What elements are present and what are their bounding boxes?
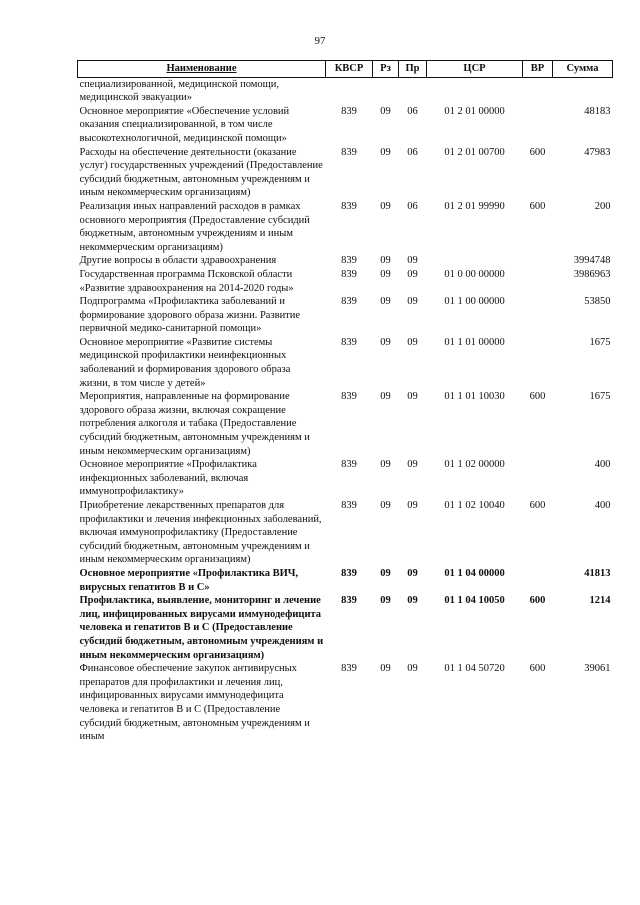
row-kvsr: 839: [341, 500, 357, 511]
table-row: [78, 567, 613, 594]
row-vr: [523, 105, 553, 146]
row-sum: 3986963: [573, 268, 611, 280]
row-pr: 09: [407, 268, 418, 280]
table-row: [78, 200, 613, 254]
row-name: Мероприятия, направленные на формирование здорового образа жизни, включая сокращение потребления алкоголя и табака (Предоставление субсидий бюджетным, автономным учреждениям и иным некоммерческим организациям): [79, 391, 310, 457]
row-name: Подпрограмма «Профилактика заболеваний и формирование здорового образа жизни. Развитие первичной медико-санитарной помощи»: [79, 296, 301, 335]
row-rz: 09: [380, 200, 391, 212]
row-kvsr: 839: [341, 146, 357, 158]
row-kvsr: 839: [341, 567, 357, 579]
row-rz: 09: [380, 500, 391, 511]
table-row: [78, 662, 613, 744]
row-kvsr: 839: [341, 663, 357, 675]
row-rz: 09: [380, 146, 391, 158]
row-kvsr: 839: [341, 296, 357, 308]
row-pr: 09: [407, 663, 418, 675]
row-kvsr: 839: [341, 268, 357, 280]
row-pr: 09: [407, 391, 418, 403]
row-name: Основное мероприятие «Профилактика ВИЧ, вирусных гепатитов В и С»: [79, 567, 299, 593]
row-pr: 09: [407, 296, 418, 308]
header-sum: Сумма: [553, 61, 613, 78]
header-vr: ВР: [523, 61, 553, 78]
row-pr: 09: [407, 595, 418, 607]
row-kvsr: 839: [341, 200, 357, 212]
row-csr: 01 2 01 99990: [444, 200, 505, 212]
row-rz: 09: [380, 268, 391, 280]
table-row: [78, 499, 613, 567]
row-csr: 01 2 01 00000: [444, 105, 505, 117]
row-kvsr: 839: [341, 595, 357, 607]
row-csr: 01 1 04 10050: [444, 595, 505, 607]
row-kvsr: 839: [341, 391, 357, 403]
row-name: Расходы на обеспечение деятельности (оказание услуг) государственных учреждений (Предоставление субсидий бюджетным, автономным учреждениям и иным некоммерческим организациям): [79, 146, 323, 199]
table-row: [78, 458, 613, 499]
row-sum: 53850: [584, 296, 611, 308]
row-sum: 400: [594, 459, 611, 471]
row-sum: 1675: [589, 391, 611, 403]
row-vr: 600: [529, 500, 546, 511]
row-rz: 09: [380, 255, 391, 267]
row-rz: 09: [380, 336, 391, 348]
row-rz: 09: [380, 595, 391, 607]
table-row: [78, 295, 613, 336]
header-kvsr: КВСР: [326, 61, 373, 78]
row-name: Профилактика, выявление, мониторинг и лечение лиц, инфицированных вирусами иммунодефицита человека и гепатитов В и С (Предоставление субсидий бюджетным, автономным учреждениям и иным некоммерческим организациям): [79, 595, 324, 661]
row-sum: 1675: [589, 336, 611, 348]
row-pr: 09: [407, 567, 418, 579]
row-csr: 01 1 04 00000: [444, 567, 505, 579]
table-row: [78, 105, 613, 146]
row-sum: [553, 77, 613, 105]
row-csr: 01 1 01 10030: [444, 391, 505, 403]
row-rz: [373, 77, 399, 105]
row-csr: [427, 77, 523, 105]
row-csr: [427, 254, 523, 268]
header-pr: Пр: [399, 61, 427, 78]
row-csr: 01 1 01 00000: [444, 336, 505, 348]
row-csr: 01 1 04 50720: [444, 663, 505, 675]
row-sum: 47983: [584, 146, 611, 158]
row-vr: 600: [529, 146, 546, 158]
row-vr: 600: [529, 595, 546, 607]
table-row: [78, 268, 613, 295]
row-name: Реализация иных направлений расходов в рамках основного мероприятия (Предоставление субсидий бюджетным, автономным учреждениям и иным некоммерческим организациям): [79, 200, 310, 253]
row-rz: 09: [380, 459, 391, 471]
row-name: Государственная программа Псковской области «Развитие здравоохранения на 2014-2020 годы»: [79, 268, 294, 294]
row-csr: 01 1 00 00000: [444, 296, 505, 308]
table-row: [78, 254, 613, 268]
row-csr: 01 1 02 10040: [444, 500, 505, 511]
row-pr: 06: [407, 105, 418, 117]
table-header: [78, 61, 613, 78]
row-rz: 09: [380, 296, 391, 308]
row-vr: [523, 458, 553, 499]
row-sum: 3994748: [573, 255, 611, 267]
row-name: специализированной, медицинской помощи, медицинской эвакуации»: [79, 78, 279, 104]
row-kvsr: 839: [341, 255, 357, 267]
row-kvsr: 839: [341, 105, 357, 117]
table-row: [78, 146, 613, 200]
row-vr: [523, 268, 553, 295]
page-number: 97: [314, 35, 326, 47]
row-csr: 01 2 01 00700: [444, 146, 505, 158]
row-sum: 400: [594, 500, 611, 511]
header-csr: ЦСР: [427, 61, 523, 78]
row-pr: 09: [407, 336, 418, 348]
row-rz: 09: [380, 105, 391, 117]
row-pr: 09: [407, 500, 418, 511]
row-name: Другие вопросы в области здравоохранения: [79, 255, 277, 267]
row-sum: 1214: [589, 595, 611, 607]
table-row: [78, 77, 613, 105]
row-vr: [523, 295, 553, 336]
row-kvsr: 839: [341, 459, 357, 471]
row-pr: 09: [407, 459, 418, 471]
row-vr: [523, 254, 553, 268]
row-sum: 48183: [584, 105, 611, 117]
row-vr: [523, 77, 553, 105]
table-body: [78, 77, 613, 744]
row-pr: 06: [407, 200, 418, 212]
row-sum: 200: [594, 200, 611, 212]
row-vr: [523, 567, 553, 594]
header-rz: Рз: [373, 61, 399, 78]
row-rz: 09: [380, 567, 391, 579]
row-csr: 01 0 00 00000: [444, 268, 505, 280]
row-name: Финансовое обеспечение закупок антивирусных препаратов для профилактики и лечения лиц, инфицированных вирусами иммунодефицита человека и гепатитов В и С (Предоставление субсидий бюджетным, автономным учреждениям и иным: [79, 663, 310, 743]
row-pr: 09: [407, 255, 418, 267]
row-kvsr: [326, 77, 373, 105]
row-name: Основное мероприятие «Профилактика инфекционных заболеваний, включая иммунопрофилактику»: [79, 459, 257, 498]
row-pr: [399, 77, 427, 105]
row-kvsr: 839: [341, 336, 357, 348]
row-vr: 600: [529, 200, 546, 212]
row-rz: 09: [380, 663, 391, 675]
row-vr: 600: [529, 391, 546, 403]
header-name: Наименование: [78, 61, 326, 78]
row-csr: 01 1 02 00000: [444, 459, 505, 471]
row-vr: 600: [529, 663, 546, 675]
table-row: [78, 336, 613, 390]
row-name: Основное мероприятие «Развитие системы медицинской профилактики неинфекционных заболеваний и формирования здорового образа жизни, в том числе у детей»: [79, 336, 291, 389]
row-name: Основное мероприятие «Обеспечение условий оказания специализированной, в том числе высокотехнологичной, медицинской помощи»: [79, 105, 290, 144]
table-row: [78, 594, 613, 662]
row-sum: 41813: [584, 567, 611, 579]
row-vr: [523, 336, 553, 390]
row-pr: 06: [407, 146, 418, 158]
row-sum: 39061: [584, 663, 611, 675]
budget-table: [77, 60, 613, 744]
table-row: [78, 390, 613, 458]
row-rz: 09: [380, 391, 391, 403]
row-name: Приобретение лекарственных препаратов для профилактики и лечения инфекционных заболеваний, включая иммунопрофилактику (Предоставление субсидий бюджетным, автономным учреждениям и иным некоммерческим организациям): [79, 500, 322, 566]
